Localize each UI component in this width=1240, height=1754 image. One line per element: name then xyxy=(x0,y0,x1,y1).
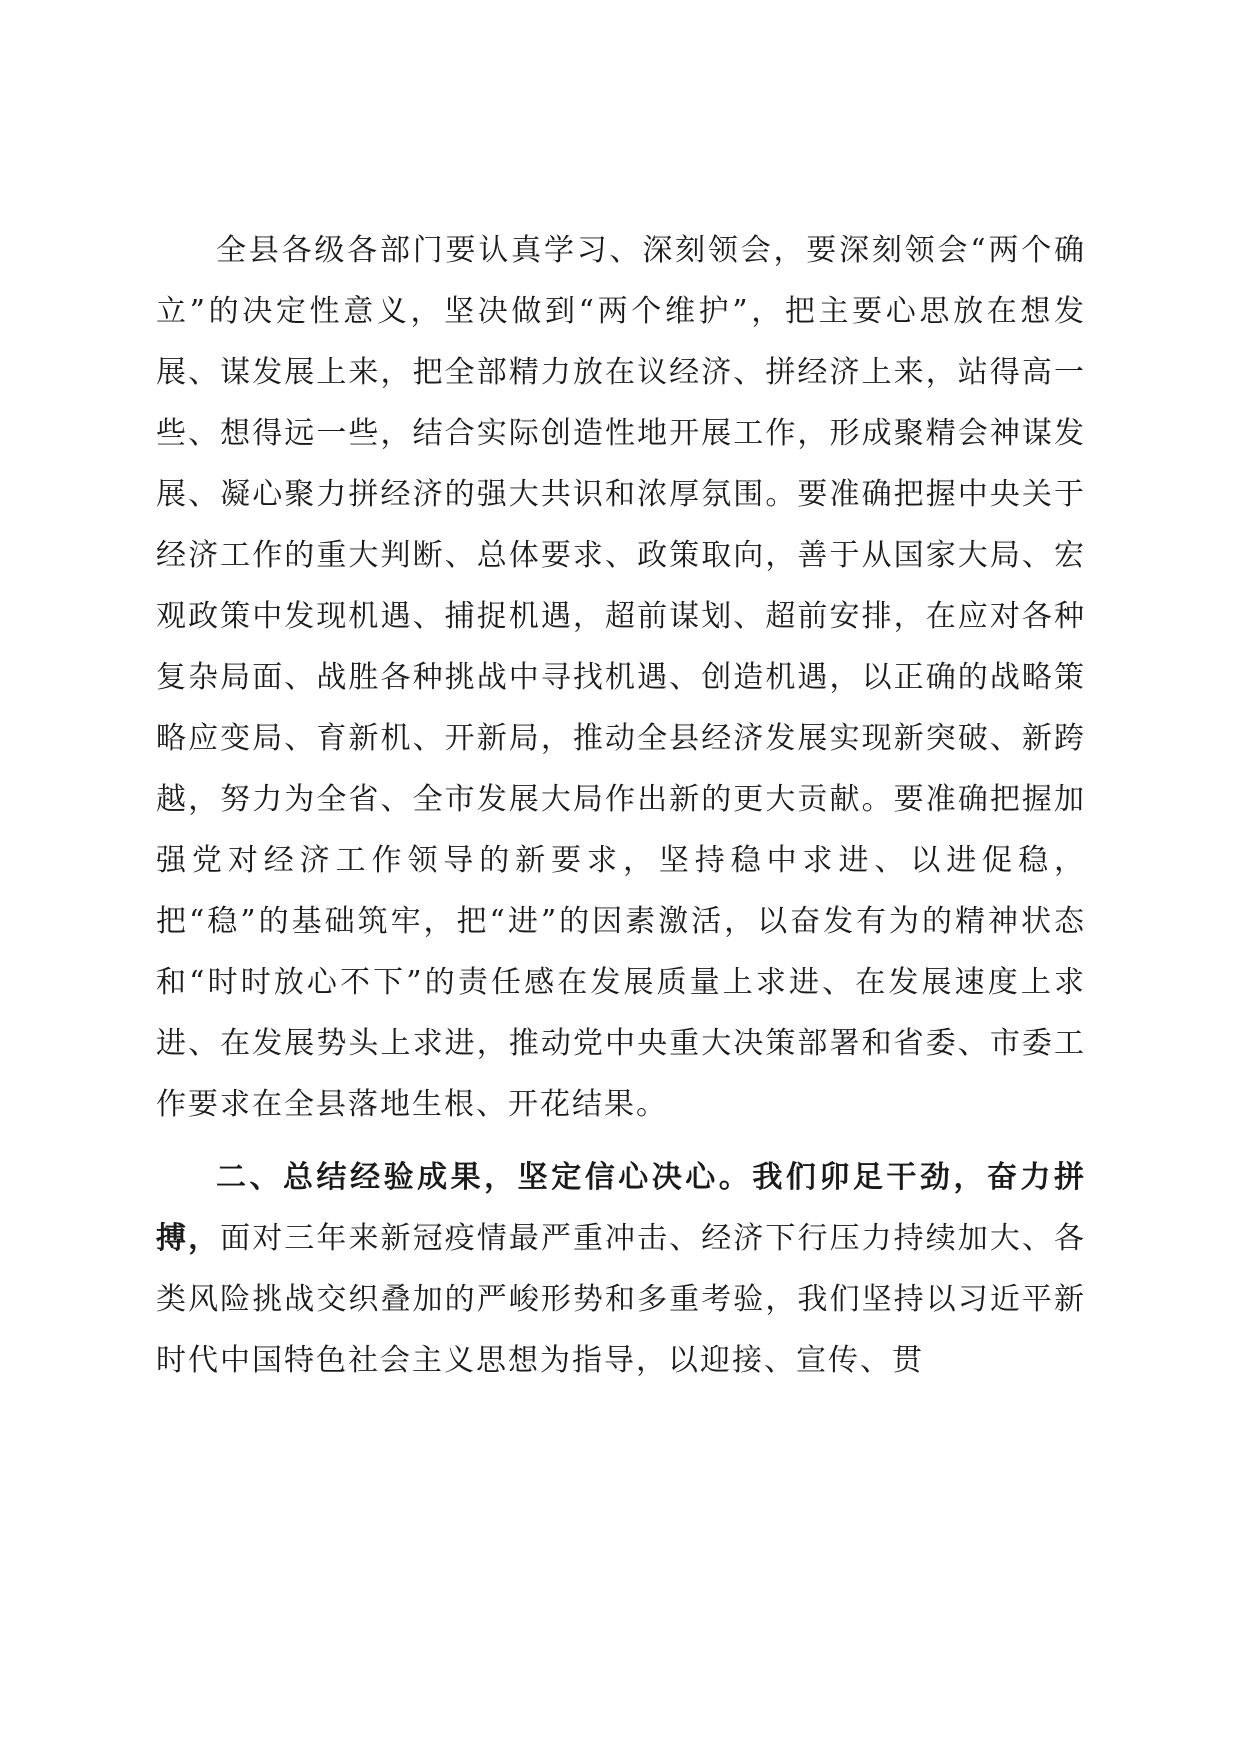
paragraph-2-text: 面对三年来新冠疫情最严重冲击、经济下行压力持续加大、各类风险挑战交织叠加的严峻形势和多重考验，我们坚持以习近平新时代中国特色社会主义思想为指导，以迎接、宣传、贯 xyxy=(156,1221,1087,1378)
paragraph-1 xyxy=(156,220,1086,1135)
paragraph-2 xyxy=(156,1147,1086,1391)
paragraph-1-text: 全县各级各部门要认真学习、深刻领会，要深刻领会“两个确立”的决定性意义，坚决做到“两个维护”，把主要心思放在想发展、谋发展上来，把全部精力放在议经济、拼经济上来，站得高一些、想得远一些，结合实际创造性地开展工作，形成聚精会神谋发展、凝心聚力拼经济的强大共识和浓厚氛围。要准确把握中央关于经济工作的重大判断、总体要求、政策取向，善于从国家大局、宏观政策中发现机遇、捕捉机遇，超前谋划、超前安排，在应对各种复杂局面、战胜各种挑战中寻找机遇、创造机遇，以正确的战略策略应变局、育新机、开新局，推动全县经济发展实现新突破、新跨越，努力为全省、全市发展大局作出新的更大贡献。要准确把握加强党对经济工作领导的新要求，坚持稳中求进、以进促稳，把“稳”的基础筑牢，把“进”的因素激活，以奋发有为的精神状态和“时时放心不下”的责任感在发展质量上求进、在发展速度上求进、在发展势头上求进，推动党中央重大决策部署和省委、市委工作要求在全县落地生根、开花结果。 xyxy=(156,233,1086,1122)
document-body xyxy=(156,220,1086,1391)
section-heading-2: 二、总结经验成果，坚定信心决心。我们卯足干劲，奋力拼搏， xyxy=(156,1160,1086,1256)
